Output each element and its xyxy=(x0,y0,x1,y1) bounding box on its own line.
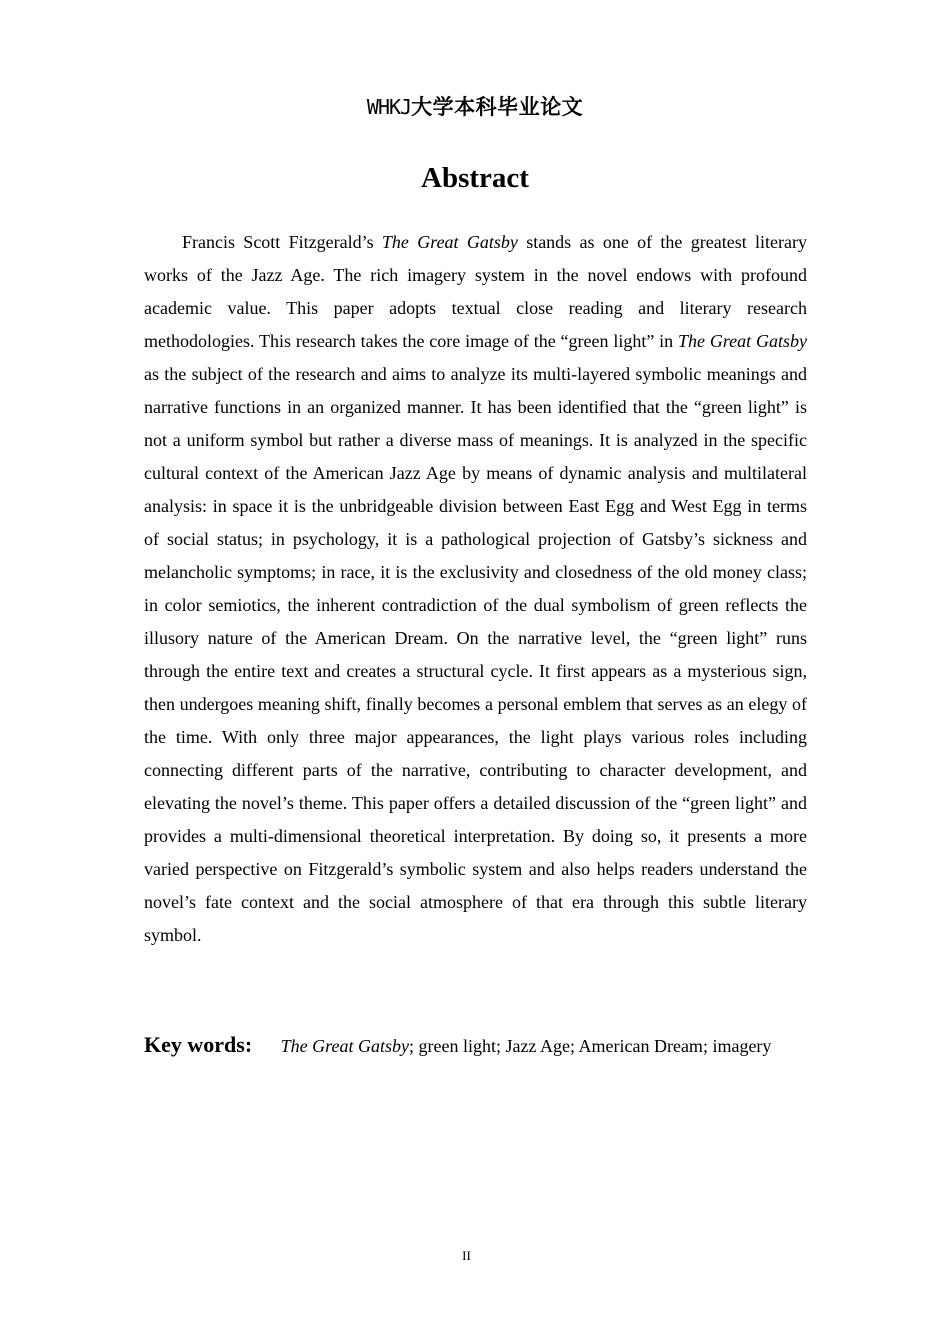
abstract-text: Francis Scott Fitzgerald’s xyxy=(182,232,382,252)
keywords-line xyxy=(144,1026,807,1065)
keyword-separator: ; xyxy=(495,1036,501,1056)
keyword-separator: ; xyxy=(408,1036,414,1056)
keyword-item: green light xyxy=(418,1036,496,1056)
abstract-title: Abstract xyxy=(421,162,529,194)
abstract-text: as the subject of the research and aims to analyze its multi-layered symbolic meanings and narrative functions in an organized manner. It has been identified that the “green light” is not a uniform symbol but rather a diverse mass of meanings. It is analyzed in the specific cultural context of the American Jazz Age by means of dynamic analysis and multilateral analysis: in space it is the unbridgeable division between East Egg and West Egg in terms of social status; in psychology, it is a pathological projection of Gatsby’s sickness and melancholic symptoms; in race, it is the exclusivity and closedness of the old money class; in color semiotics, the inherent contradiction of the dual symbolism of green reflects the illusory nature of the American Dream. On the narrative level, the “green light” runs through the entire text and creates a structural cycle. It first appears as a mysterious sign, then undergoes meaning shift, finally becomes a personal emblem that serves as an elegy of the time. With only three major appearances, the light plays various roles including connecting different parts of the narrative, contributing to character development, and elevating the novel’s theme. This paper offers a detailed discussion of the “green light” and provides a multi-dimensional theoretical interpretation. By doing so, it presents a more varied perspective on Fitzgerald’s symbolic system and also helps readers understand the novel’s fate context and the social atmosphere of that era through this subtle literary symbol. xyxy=(144,364,807,945)
header-university-code: WHKJ xyxy=(366,95,412,119)
keyword-item: Jazz Age xyxy=(505,1036,570,1056)
book-title-text: The Great Gatsby xyxy=(678,331,807,351)
abstract-paragraph xyxy=(144,226,807,952)
keyword-item: imagery xyxy=(712,1036,772,1056)
keyword-separator: ; xyxy=(702,1036,708,1056)
keywords-label: Key words: xyxy=(144,1032,253,1057)
header-thesis-label: 大学本科毕业论文 xyxy=(411,95,584,119)
keyword-separator: ; xyxy=(569,1036,575,1056)
book-title-text: The Great Gatsby xyxy=(381,232,518,252)
abstract-text: stands as one of the greatest literary works of the Jazz Age. The rich imagery system in the novel endows with profound academic value. This paper adopts textual close reading and literary research methodologies. This research takes the core image of the “green light” in xyxy=(144,232,807,351)
page-number: II xyxy=(462,1248,471,1263)
running-header xyxy=(0,92,950,122)
keyword-item: The Great Gatsby xyxy=(280,1036,409,1056)
keyword-item: American Dream xyxy=(578,1036,703,1056)
